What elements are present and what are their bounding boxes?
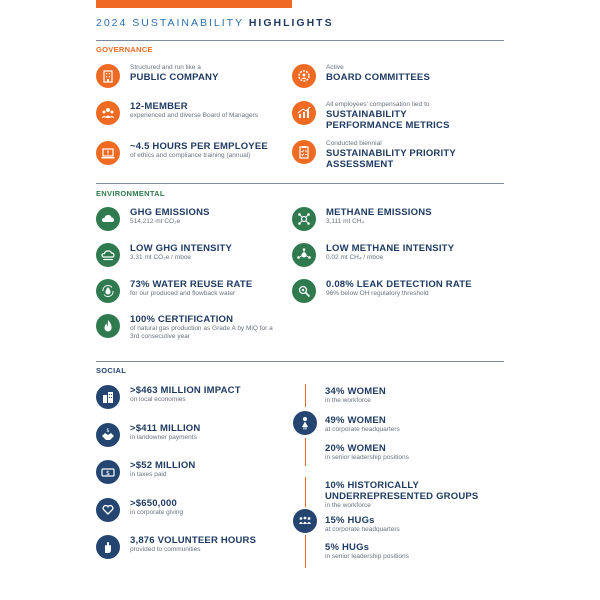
gov-board-committees: Active BOARD COMMITTEES bbox=[292, 64, 430, 88]
social-heading: SOCIAL bbox=[96, 366, 127, 375]
hugs-bracket-top bbox=[305, 477, 306, 507]
env-water-reuse: 73% WATER REUSE RATE for our produced and flowback water bbox=[96, 279, 252, 303]
hugs-headquarters: 15% HUGs at corporate headquarters bbox=[325, 515, 400, 533]
hugs-leadership: 5% HUGs in senior leadership positions bbox=[325, 542, 409, 560]
soc-taxes-paid: $ >$52 MILLION in taxes paid bbox=[96, 460, 196, 484]
building-icon bbox=[96, 64, 120, 88]
hugs-workforce: 10% HISTORICALLY UNDERREPRESENTED GROUPS in the workforce bbox=[325, 480, 479, 509]
performance-chart-icon bbox=[292, 101, 316, 125]
gov-public-company: Structured and run like a PUBLIC COMPANY bbox=[96, 64, 219, 88]
people-group-icon bbox=[96, 101, 120, 125]
gov-board-members: 12-MEMBER experienced and diverse Board of Managers bbox=[96, 101, 280, 125]
leak-detection-icon bbox=[292, 279, 316, 303]
soc-landowner-payments: $ >$411 MILLION in landowner payments bbox=[96, 423, 200, 447]
gov-performance-metrics: All employees' compensation tied to SUSTAINABILITY PERFORMANCE METRICS bbox=[292, 101, 466, 131]
methane-intensity-icon bbox=[292, 243, 316, 267]
env-low-methane-intensity: LOW METHANE INTENSITY 0.02 mt CH₄ / mboe bbox=[292, 243, 454, 267]
women-bracket-bottom bbox=[305, 438, 306, 466]
women-bracket-top bbox=[305, 384, 306, 407]
env-low-ghg-intensity: LOW GHG INTENSITY 3.31 mt CO₂e / mboe bbox=[96, 243, 232, 267]
svg-text:$: $ bbox=[105, 469, 111, 477]
gear-people-icon bbox=[292, 64, 316, 88]
heart-hand-icon bbox=[96, 498, 120, 522]
tax-money-icon bbox=[96, 460, 120, 484]
governance-divider bbox=[96, 183, 504, 184]
volunteer-hand-icon bbox=[96, 535, 120, 559]
woman-icon bbox=[293, 411, 317, 435]
women-headquarters: 49% WOMEN at corporate headquarters bbox=[325, 415, 400, 433]
environmental-heading: ENVIRONMENTAL bbox=[96, 189, 165, 198]
environmental-divider bbox=[96, 361, 504, 362]
low-cloud-icon bbox=[96, 243, 120, 267]
page-title: 2024 SUSTAINABILITY HIGHLIGHTS bbox=[96, 17, 334, 29]
env-methane-emissions: METHANE EMISSIONS 3,111 mt CH₄ bbox=[292, 207, 432, 231]
city-buildings-icon bbox=[96, 385, 120, 409]
cloud-emissions-icon bbox=[96, 207, 120, 231]
clipboard-checklist-icon bbox=[292, 140, 316, 164]
water-recycle-icon bbox=[96, 279, 120, 303]
diverse-group-icon bbox=[293, 509, 317, 533]
env-leak-detection: 0.08% LEAK DETECTION RATE 96% below OH regulatory threshold bbox=[292, 279, 472, 303]
title-divider bbox=[96, 40, 504, 41]
handshake-money-icon bbox=[96, 423, 120, 447]
methane-molecule-icon bbox=[292, 207, 316, 231]
women-workforce: 34% WOMEN in the workforce bbox=[325, 386, 386, 404]
env-certification: 100% CERTIFICATION of natural gas production as Grade A by MiQ for a 3rd consecutive year bbox=[96, 314, 280, 341]
soc-volunteer-hours: 3,876 VOLUNTEER HOURS provided to communities bbox=[96, 535, 256, 559]
governance-heading: GOVERNANCE bbox=[96, 45, 153, 54]
top-accent-bar bbox=[96, 0, 292, 8]
gov-priority-assessment: Conducted biennial SUSTAINABILITY PRIORITY ASSESSMENT bbox=[292, 140, 466, 170]
hugs-bracket-bottom bbox=[305, 535, 306, 568]
laptop-training-icon bbox=[96, 141, 120, 165]
env-ghg-emissions: GHG EMISSIONS 514,212 mt CO₂e bbox=[96, 207, 210, 231]
women-leadership: 20% WOMEN in senior leadership positions bbox=[325, 443, 409, 461]
svg-text:$: $ bbox=[106, 428, 110, 434]
soc-corporate-giving: >$650,000 in corporate giving bbox=[96, 498, 183, 522]
soc-economic-impact: >$463 MILLION IMPACT on local economies bbox=[96, 385, 241, 409]
gov-ethics-training: ~4.5 HOURS PER EMPLOYEE of ethics and compliance training (annual) bbox=[96, 141, 268, 165]
flame-certificate-icon bbox=[96, 314, 120, 338]
